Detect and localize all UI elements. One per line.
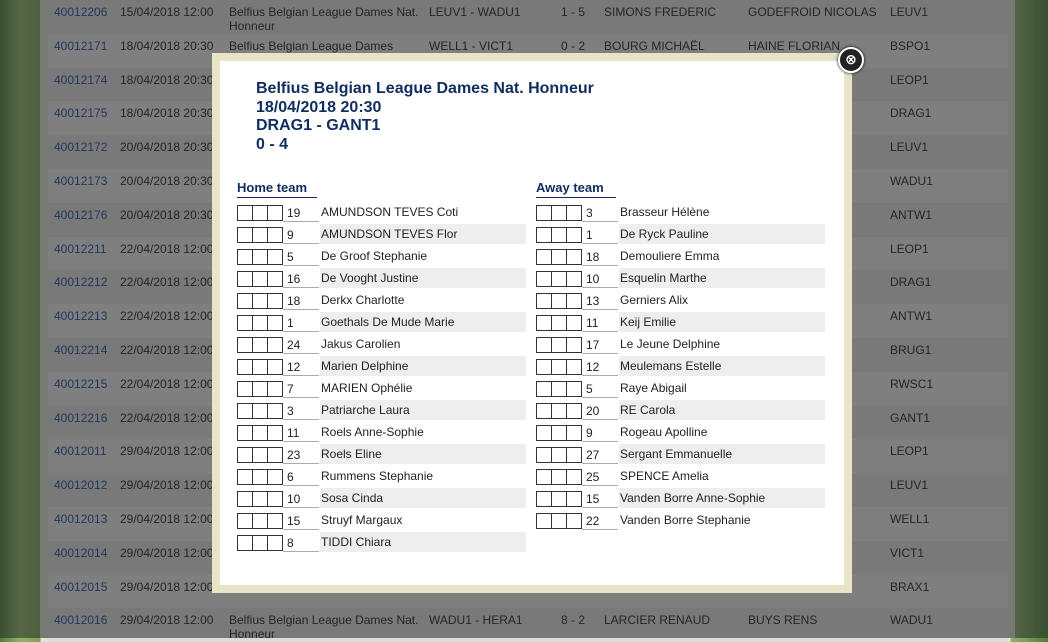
- player-row: [237, 224, 529, 246]
- player-name: Rogeau Apolline: [620, 425, 708, 439]
- match-details-modal: [212, 53, 852, 593]
- checkbox[interactable]: [551, 447, 567, 463]
- divider: [283, 353, 319, 354]
- checkbox[interactable]: [551, 337, 567, 353]
- checkbox[interactable]: [237, 535, 253, 551]
- checkbox[interactable]: [237, 293, 253, 309]
- divider: [582, 485, 618, 486]
- player-name: RE Carola: [619, 400, 825, 420]
- player-name: De Groof Stephanie: [321, 249, 428, 263]
- checkbox[interactable]: [267, 227, 283, 243]
- divider: [283, 441, 319, 442]
- divider: [283, 463, 319, 464]
- checkbox[interactable]: [551, 491, 567, 507]
- checkbox[interactable]: [252, 535, 268, 551]
- player-name: TIDDI Chiara: [320, 532, 526, 552]
- player-number: 5: [586, 382, 593, 396]
- checkbox[interactable]: [267, 293, 283, 309]
- modal-content: [220, 61, 844, 585]
- divider: [283, 375, 319, 376]
- divider: [582, 529, 618, 530]
- checkbox[interactable]: [237, 491, 253, 507]
- player-name: Meulemans Estelle: [619, 356, 825, 376]
- modal-score: 0 - 4: [256, 135, 289, 153]
- player-checkboxes: [536, 403, 581, 418]
- checkbox[interactable]: [536, 337, 552, 353]
- player-checkboxes: [237, 491, 282, 506]
- player-row: [237, 488, 529, 510]
- checkbox[interactable]: [252, 337, 268, 353]
- checkbox[interactable]: [551, 227, 567, 243]
- player-checkboxes: [237, 535, 282, 550]
- player-number: 23: [287, 448, 301, 462]
- player-checkboxes: [536, 359, 581, 374]
- player-name: Roels Eline: [320, 444, 526, 464]
- player-name: Raye Abigail: [620, 381, 687, 395]
- player-number: 10: [287, 492, 301, 506]
- player-name: Jakus Carolien: [321, 337, 401, 351]
- player-row: [237, 422, 529, 444]
- checkbox[interactable]: [237, 315, 253, 331]
- player-number: 24: [287, 338, 301, 352]
- checkbox[interactable]: [551, 315, 567, 331]
- divider: [283, 485, 319, 486]
- divider: [283, 287, 319, 288]
- checkbox[interactable]: [267, 447, 283, 463]
- player-checkboxes: [237, 271, 282, 286]
- player-row: [536, 510, 828, 532]
- checkbox[interactable]: [536, 293, 552, 309]
- divider: [582, 353, 618, 354]
- checkbox[interactable]: [267, 535, 283, 551]
- player-name: Marien Delphine: [320, 356, 526, 376]
- player-row: [536, 312, 828, 334]
- checkbox[interactable]: [252, 491, 268, 507]
- player-name: Roels Anne-Sophie: [321, 425, 424, 439]
- checkbox[interactable]: [267, 205, 283, 221]
- checkbox[interactable]: [551, 403, 567, 419]
- checkbox[interactable]: [267, 381, 283, 397]
- player-row: [237, 334, 529, 356]
- player-number: 19: [287, 206, 301, 220]
- divider: [283, 309, 319, 310]
- player-name: Keij Emilie: [619, 312, 825, 332]
- player-row: [536, 400, 828, 422]
- player-number: 1: [586, 228, 593, 242]
- divider: [283, 221, 319, 222]
- player-row: [536, 268, 828, 290]
- player-name: Patriarche Laura: [320, 400, 526, 420]
- checkbox[interactable]: [551, 469, 567, 485]
- player-name: Gerniers Alix: [620, 293, 689, 307]
- checkbox[interactable]: [551, 293, 567, 309]
- player-checkboxes: [536, 205, 581, 220]
- player-checkboxes: [237, 205, 282, 220]
- player-name: Demouliere Emma: [620, 249, 720, 263]
- player-name: Sosa Cinda: [320, 488, 526, 508]
- divider: [283, 529, 319, 530]
- checkbox[interactable]: [237, 425, 253, 441]
- player-checkboxes: [536, 425, 581, 440]
- divider: [582, 221, 618, 222]
- checkbox[interactable]: [237, 249, 253, 265]
- divider: [582, 375, 618, 376]
- divider: [582, 331, 618, 332]
- checkbox[interactable]: [267, 315, 283, 331]
- checkbox[interactable]: [237, 447, 253, 463]
- player-name: Derkx Charlotte: [321, 293, 405, 307]
- player-checkboxes: [237, 403, 282, 418]
- checkbox[interactable]: [536, 227, 552, 243]
- checkbox[interactable]: [536, 491, 552, 507]
- player-row: [536, 224, 828, 246]
- player-checkboxes: [237, 425, 282, 440]
- player-checkboxes: [536, 249, 581, 264]
- home-team-title: Home team: [237, 179, 317, 198]
- player-row: [237, 246, 529, 268]
- checkbox[interactable]: [566, 271, 582, 287]
- divider: [582, 463, 618, 464]
- checkbox[interactable]: [252, 271, 268, 287]
- player-number: 1: [287, 316, 294, 330]
- checkbox[interactable]: [267, 491, 283, 507]
- player-name: Le Jeune Delphine: [620, 337, 721, 351]
- checkbox[interactable]: [267, 271, 283, 287]
- player-checkboxes: [536, 447, 581, 462]
- player-row: [536, 202, 828, 224]
- player-number: 22: [586, 514, 600, 528]
- player-row: [237, 312, 529, 334]
- player-checkboxes: [237, 359, 282, 374]
- checkbox[interactable]: [551, 513, 567, 529]
- home-player-list: [237, 202, 529, 554]
- checkbox[interactable]: [267, 359, 283, 375]
- divider: [582, 243, 618, 244]
- player-row: [237, 510, 529, 532]
- divider: [283, 551, 319, 552]
- checkbox[interactable]: [566, 403, 582, 419]
- checkbox[interactable]: [237, 381, 253, 397]
- player-number: 17: [586, 338, 600, 352]
- away-team-section: [536, 179, 828, 532]
- player-name: De Vooght Justine: [320, 268, 526, 288]
- player-row: [237, 378, 529, 400]
- player-name: Struyf Margaux: [321, 513, 403, 527]
- checkbox[interactable]: [237, 227, 253, 243]
- checkbox[interactable]: [536, 403, 552, 419]
- player-checkboxes: [237, 447, 282, 462]
- player-checkboxes: [536, 315, 581, 330]
- checkbox[interactable]: [566, 359, 582, 375]
- player-number: 18: [586, 250, 600, 264]
- player-number: 6: [287, 470, 294, 484]
- player-name: Goethals De Mude Marie: [320, 312, 526, 332]
- player-name: AMUNDSON TEVES Coti: [321, 205, 459, 219]
- player-checkboxes: [237, 315, 282, 330]
- checkbox[interactable]: [566, 249, 582, 265]
- checkbox[interactable]: [536, 249, 552, 265]
- checkbox[interactable]: [536, 381, 552, 397]
- player-name: Esquelin Marthe: [619, 268, 825, 288]
- away-player-list: [536, 202, 828, 532]
- player-name: SPENCE Amelia: [620, 469, 709, 483]
- checkbox[interactable]: [551, 205, 567, 221]
- player-checkboxes: [237, 293, 282, 308]
- player-name: Rummens Stephanie: [321, 469, 434, 483]
- player-number: 10: [586, 272, 600, 286]
- player-row: [237, 290, 529, 312]
- player-name: AMUNDSON TEVES Flor: [320, 224, 526, 244]
- player-row: [237, 202, 529, 224]
- home-team-section: [237, 179, 529, 554]
- player-number: 9: [287, 228, 294, 242]
- divider: [582, 287, 618, 288]
- checkbox[interactable]: [237, 513, 253, 529]
- checkbox[interactable]: [252, 315, 268, 331]
- player-checkboxes: [237, 249, 282, 264]
- checkbox[interactable]: [551, 249, 567, 265]
- checkbox[interactable]: [267, 337, 283, 353]
- player-row: [536, 444, 828, 466]
- modal-match: DRAG1 - GANT1: [256, 117, 381, 134]
- player-name: Vanden Borre Stephanie: [620, 513, 751, 527]
- checkbox[interactable]: [566, 491, 582, 507]
- player-checkboxes: [237, 513, 282, 528]
- player-checkboxes: [237, 227, 282, 242]
- checkbox[interactable]: [566, 447, 582, 463]
- player-row: [536, 246, 828, 268]
- checkbox[interactable]: [536, 513, 552, 529]
- player-checkboxes: [536, 381, 581, 396]
- checkbox[interactable]: [252, 205, 268, 221]
- player-row: [237, 356, 529, 378]
- divider: [582, 265, 618, 266]
- player-number: 13: [586, 294, 600, 308]
- player-number: 20: [586, 404, 600, 418]
- checkbox[interactable]: [566, 293, 582, 309]
- player-number: 8: [287, 536, 294, 550]
- checkbox[interactable]: [536, 469, 552, 485]
- player-number: 12: [586, 360, 600, 374]
- checkbox[interactable]: [566, 337, 582, 353]
- checkbox[interactable]: [536, 425, 552, 441]
- player-row: [536, 378, 828, 400]
- player-row: [237, 400, 529, 422]
- player-checkboxes: [237, 337, 282, 352]
- checkbox[interactable]: [267, 513, 283, 529]
- player-row: [237, 444, 529, 466]
- player-checkboxes: [536, 293, 581, 308]
- checkbox[interactable]: [566, 425, 582, 441]
- divider: [283, 243, 319, 244]
- divider: [582, 419, 618, 420]
- player-checkboxes: [536, 337, 581, 352]
- checkbox[interactable]: [566, 381, 582, 397]
- player-number: 25: [586, 470, 600, 484]
- player-row: [237, 466, 529, 488]
- checkbox[interactable]: [536, 315, 552, 331]
- divider: [283, 419, 319, 420]
- player-checkboxes: [536, 227, 581, 242]
- player-row: [536, 334, 828, 356]
- checkbox[interactable]: [536, 205, 552, 221]
- checkbox[interactable]: [237, 359, 253, 375]
- checkbox[interactable]: [252, 293, 268, 309]
- checkbox[interactable]: [252, 447, 268, 463]
- checkbox[interactable]: [237, 469, 253, 485]
- player-name: De Ryck Pauline: [619, 224, 825, 244]
- checkbox[interactable]: [551, 425, 567, 441]
- checkbox[interactable]: [536, 447, 552, 463]
- player-row: [536, 290, 828, 312]
- checkbox[interactable]: [551, 359, 567, 375]
- player-row: [237, 268, 529, 290]
- player-number: 3: [586, 206, 593, 220]
- player-number: 15: [287, 514, 301, 528]
- player-checkboxes: [536, 271, 581, 286]
- checkbox[interactable]: [566, 513, 582, 529]
- player-checkboxes: [237, 381, 282, 396]
- divider: [283, 397, 319, 398]
- checkbox[interactable]: [252, 249, 268, 265]
- player-checkboxes: [536, 469, 581, 484]
- modal-datetime: 18/04/2018 20:30: [256, 98, 382, 116]
- checkbox[interactable]: [566, 227, 582, 243]
- player-checkboxes: [536, 513, 581, 528]
- player-name: MARIEN Ophélie: [321, 381, 413, 395]
- divider: [582, 309, 618, 310]
- checkbox[interactable]: [566, 469, 582, 485]
- checkbox[interactable]: [267, 403, 283, 419]
- modal-competition: Belfius Belgian League Dames Nat. Honneur: [256, 80, 594, 97]
- player-number: 18: [287, 294, 301, 308]
- checkbox[interactable]: [252, 227, 268, 243]
- checkbox[interactable]: [566, 205, 582, 221]
- player-name: Brasseur Hélène: [620, 205, 710, 219]
- checkbox[interactable]: [536, 359, 552, 375]
- player-number: 9: [586, 426, 593, 440]
- checkbox[interactable]: [267, 469, 283, 485]
- player-number: 27: [586, 448, 600, 462]
- player-checkboxes: [237, 469, 282, 484]
- checkbox[interactable]: [252, 403, 268, 419]
- checkbox[interactable]: [551, 381, 567, 397]
- divider: [582, 507, 618, 508]
- player-number: 15: [586, 492, 600, 506]
- close-icon[interactable]: ⊗: [838, 47, 864, 73]
- away-team-title: Away team: [536, 179, 616, 198]
- divider: [283, 507, 319, 508]
- checkbox[interactable]: [252, 469, 268, 485]
- player-row: [536, 422, 828, 444]
- player-name: Sergant Emmanuelle: [619, 444, 825, 464]
- checkbox[interactable]: [267, 425, 283, 441]
- checkbox[interactable]: [551, 271, 567, 287]
- player-number: 11: [287, 426, 300, 440]
- checkbox[interactable]: [252, 513, 268, 529]
- checkbox[interactable]: [566, 315, 582, 331]
- player-number: 16: [287, 272, 301, 286]
- checkbox[interactable]: [237, 337, 253, 353]
- player-name: Vanden Borre Anne-Sophie: [619, 488, 825, 508]
- player-number: 11: [586, 316, 599, 330]
- player-row: [536, 356, 828, 378]
- checkbox[interactable]: [237, 403, 253, 419]
- player-row: [536, 488, 828, 510]
- modal-header: [256, 80, 594, 154]
- player-row: [536, 466, 828, 488]
- player-number: 5: [287, 250, 294, 264]
- divider: [283, 265, 319, 266]
- checkbox[interactable]: [252, 381, 268, 397]
- player-number: 12: [287, 360, 301, 374]
- divider: [283, 331, 319, 332]
- checkbox[interactable]: [267, 249, 283, 265]
- checkbox[interactable]: [536, 271, 552, 287]
- player-checkboxes: [536, 491, 581, 506]
- checkbox[interactable]: [252, 425, 268, 441]
- checkbox[interactable]: [237, 205, 253, 221]
- player-number: 7: [287, 382, 294, 396]
- player-number: 3: [287, 404, 294, 418]
- divider: [582, 397, 618, 398]
- player-row: [237, 532, 529, 554]
- checkbox[interactable]: [252, 359, 268, 375]
- checkbox[interactable]: [237, 271, 253, 287]
- divider: [582, 441, 618, 442]
